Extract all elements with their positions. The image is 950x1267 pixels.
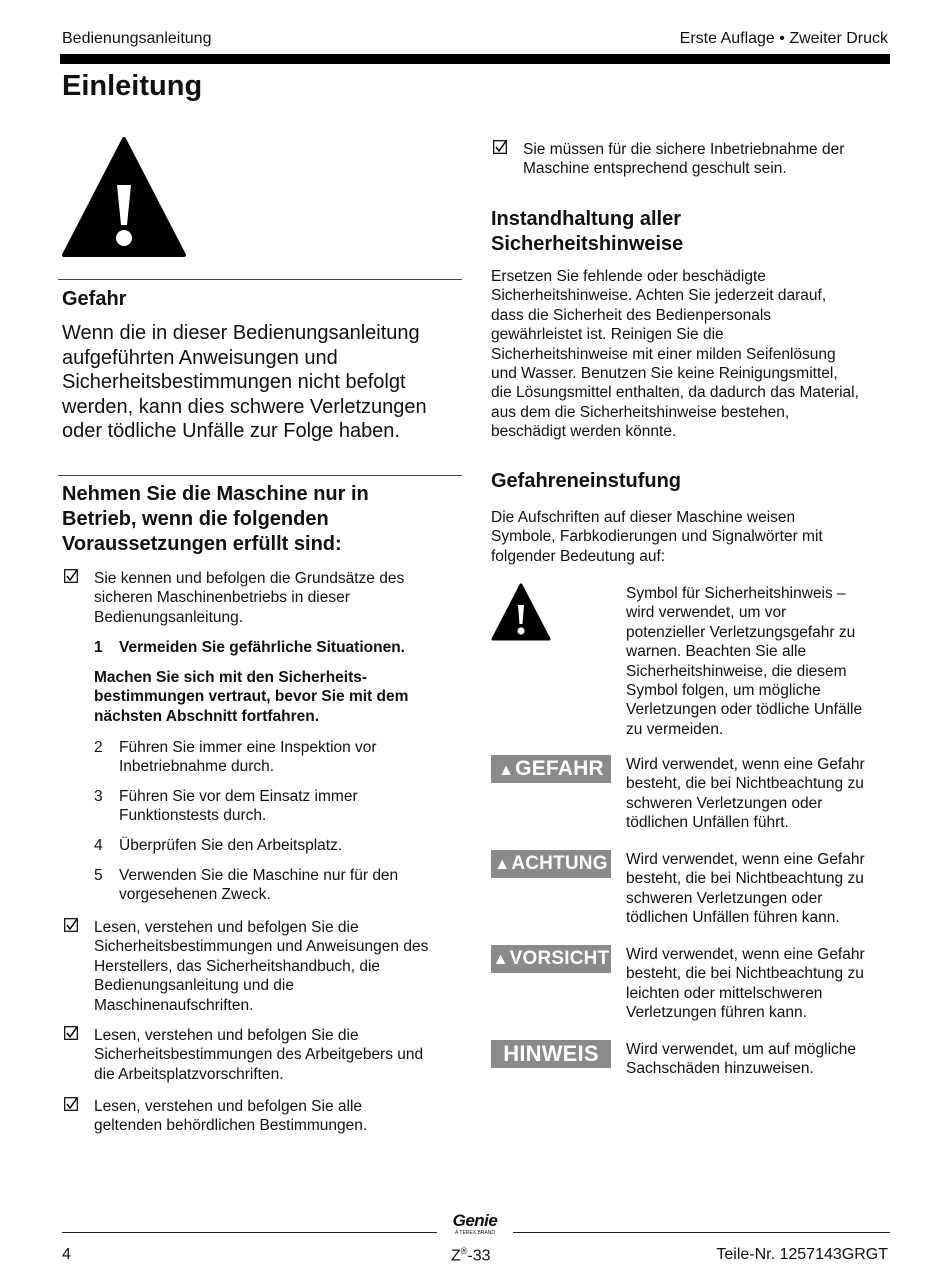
operate-heading — [62, 482, 369, 557]
genie-logo — [441, 1212, 509, 1236]
model-name — [451, 1246, 491, 1265]
text-line: Verletzungen führen kann. — [626, 1004, 807, 1022]
signal-word-vorsicht — [491, 945, 611, 973]
header-left: Bedienungsanleitung — [62, 30, 212, 47]
text-line: Lesen, verstehen und befolgen Sie die — [94, 919, 359, 936]
text-line: Herstellers, das Sicherheitshandbuch, die — [94, 957, 381, 975]
text-line: Die Aufschriften auf dieser Maschine weisen — [491, 509, 796, 526]
text-line: nächsten Abschnitt fortfahren. — [94, 707, 320, 725]
text-line: Überprüfen Sie den Arbeitsplatz. — [119, 837, 343, 854]
text-line: leichten oder mittelschweren — [626, 984, 823, 1002]
text-line: Sachschäden hinzuweisen. — [626, 1060, 814, 1078]
step-number: 5 — [94, 867, 103, 884]
text-line: vorgesehenen Zweck. — [119, 886, 271, 904]
signal-description-hinweis — [626, 1040, 896, 1079]
danger-text-line: Wenn die in dieser Bedienungsanleitung — [62, 322, 420, 344]
text-line: Wird verwendet, wenn eine Gefahr — [626, 946, 865, 963]
text-line: besteht, die bei Nichtbeachtung zu — [626, 965, 864, 983]
text-line: Ersetzen Sie fehlende oder beschädigte — [491, 268, 766, 285]
text-line: Maschinenaufschriften. — [94, 996, 254, 1014]
text-line: sicheren Maschinenbetriebs in dieser — [94, 589, 350, 607]
text-line: Lesen, verstehen und befolgen Sie alle — [94, 1098, 363, 1115]
logo-subtitle: A TEREX BRAND — [455, 1230, 495, 1236]
text-line: Sicherheitshinweise. Achten Sie jederzeit darauf, — [491, 287, 827, 305]
heading-line: Sicherheitshinweise — [491, 233, 684, 255]
operate-heading-line: Betrieb, wenn die folgenden — [62, 508, 329, 530]
text-line: Bedienungsanleitung und die — [94, 977, 294, 995]
checkbox-checked-icon — [493, 140, 507, 154]
warning-triangle-icon: ▲ — [492, 951, 509, 968]
text-line: besteht, die bei Nichtbeachtung zu — [626, 775, 864, 793]
step-number: 2 — [94, 739, 103, 756]
text-line: dass die Sicherheit des Bedienpersonals — [491, 306, 772, 324]
text-line: Führen Sie vor dem Einsatz immer — [119, 788, 358, 805]
signal-word-label: GEFAHR — [515, 757, 604, 780]
registered-mark: ® — [460, 1246, 468, 1256]
model-number: -33 — [467, 1247, 491, 1265]
signal-description-achtung — [626, 850, 896, 928]
text-line: die Lösungsmittel enthalten, da dadurch das Material, — [491, 384, 859, 402]
text-line: Symbol folgen, um mögliche — [626, 682, 821, 700]
check-item-3 — [94, 1026, 423, 1084]
text-line: Wird verwendet, wenn eine Gefahr — [626, 851, 865, 868]
text-line: Inbetriebnahme durch. — [119, 758, 275, 776]
check-training — [523, 140, 844, 179]
warning-triangle-icon: ▲ — [494, 856, 511, 873]
text-line: und Wasser. Benutzen Sie keine Reinigungsmittel, — [491, 365, 838, 383]
text-line: Verwenden Sie die Maschine nur für den — [119, 867, 399, 884]
text-line: Führen Sie immer eine Inspektion vor — [119, 739, 377, 756]
step-number: 4 — [94, 837, 103, 854]
danger-text-line: oder tödliche Unfälle zur Folge haben. — [62, 420, 400, 442]
signal-word-label: VORSICHT — [509, 948, 610, 969]
step-text: Vermeiden Sie gefährliche Situationen. — [119, 639, 405, 656]
text-line: wird verwendet, um vor — [626, 604, 787, 622]
header-bar — [60, 54, 890, 64]
text-line: Maschine entsprechend geschult sein. — [523, 160, 787, 178]
signal-description-gefahr — [626, 755, 896, 833]
text-line: zu vermeiden. — [626, 720, 724, 738]
part-number: Teile-Nr. 1257143GRGT — [716, 1246, 888, 1263]
maintenance-heading — [491, 207, 683, 257]
step-number: 1 — [94, 639, 103, 656]
signal-word-label: HINWEIS — [503, 1041, 599, 1066]
symbol-description — [626, 584, 896, 739]
divider — [58, 475, 462, 476]
text-line: Symbol für Sicherheitshinweis – — [626, 585, 846, 602]
text-line: geltenden behördlichen Bestimmungen. — [94, 1117, 368, 1135]
text-line: schweren Verletzungen oder — [626, 794, 823, 812]
text-line: tödlichen Unfällen führen kann. — [626, 909, 840, 927]
text-line: beschädigt werden könnte. — [491, 423, 677, 441]
text-line: Sicherheitsbestimmungen des Arbeitgebers und — [94, 1046, 424, 1064]
signal-word-hinweis — [491, 1040, 611, 1068]
signal-word-achtung — [491, 850, 611, 878]
text-line: folgender Bedeutung auf: — [491, 547, 666, 565]
text-line: Verletzungen oder tödliche Unfälle — [626, 701, 863, 719]
text-line: besteht, die bei Nichtbeachtung zu — [626, 870, 864, 888]
footer-rule-right — [513, 1232, 890, 1233]
step-number: 3 — [94, 788, 103, 805]
step-text — [119, 866, 398, 905]
text-line: Funktionstests durch. — [119, 807, 267, 825]
classification-heading: Gefahreneinstufung — [491, 470, 682, 492]
text-line: warnen. Beachten Sie alle — [626, 643, 807, 661]
danger-text-line: werden, kann dies schwere Verletzungen — [62, 395, 427, 418]
maintenance-text — [491, 267, 859, 442]
text-line: Sicherheitshinweise, die diesem — [626, 662, 847, 680]
checkbox-checked-icon — [64, 1097, 78, 1111]
check-item-2 — [94, 918, 428, 1015]
text-line: schweren Verletzungen oder — [626, 889, 823, 907]
text-line: Machen Sie sich mit den Sicherheits- — [94, 669, 368, 686]
step-text — [119, 836, 342, 855]
text-line: Symbole, Farbkodierungen und Signalwörter mit — [491, 528, 823, 546]
operate-heading-line: Nehmen Sie die Maschine nur in — [62, 483, 369, 505]
danger-text — [62, 321, 427, 444]
text-line: bestimmungen vertraut, bevor Sie mit dem — [94, 688, 409, 706]
warning-triangle-icon — [62, 137, 186, 259]
bold-note — [94, 668, 408, 726]
signal-description-vorsicht — [626, 945, 896, 1023]
step-text — [119, 738, 377, 777]
page-number: 4 — [62, 1246, 71, 1263]
text-line: die Arbeitsplatzvorschriften. — [94, 1065, 284, 1083]
text-line: Sie kennen und befolgen die Grundsätze des — [94, 570, 405, 587]
text-line: Wird verwendet, wenn eine Gefahr — [626, 756, 865, 773]
checkbox-checked-icon — [64, 918, 78, 932]
operate-heading-line: Voraussetzungen erfüllt sind: — [62, 533, 342, 555]
page-title: Einleitung — [62, 70, 203, 102]
step-text — [119, 787, 358, 826]
check-item-4 — [94, 1097, 367, 1136]
logo-wordmark: Genie — [452, 1211, 498, 1230]
text-line: Sicherheitshinweise mit einer milden Seifenlösung — [491, 345, 836, 363]
model-letter: Z — [451, 1247, 461, 1265]
footer-rule-left — [62, 1232, 437, 1233]
danger-text-line: Sicherheitsbestimmungen nicht befolgt — [62, 371, 406, 393]
checkbox-checked-icon — [64, 569, 78, 583]
signal-word-label: ACHTUNG — [511, 853, 608, 874]
danger-heading: Gefahr — [62, 288, 127, 310]
warning-triangle-icon: ▲ — [498, 762, 515, 779]
classification-text — [491, 508, 823, 566]
text-line: tödlichen Unfällen führt. — [626, 814, 789, 832]
text-line: aus dem die Sicherheitshinweise bestehen, — [491, 403, 790, 421]
signal-word-gefahr — [491, 755, 611, 783]
danger-text-line: aufgeführten Anweisungen und — [62, 346, 338, 369]
text-line: gewährleistet ist. Reinigen Sie die — [491, 326, 724, 344]
text-line: Lesen, verstehen und befolgen Sie die — [94, 1027, 359, 1044]
divider — [58, 279, 462, 280]
text-line: potenzieller Verletzungsgefahr zu — [626, 623, 856, 641]
header-right: Erste Auflage • Zweiter Druck — [679, 30, 888, 47]
text-line: Bedienungsanleitung. — [94, 608, 244, 626]
safety-alert-symbol-icon — [491, 583, 551, 641]
text-line: Sicherheitsbestimmungen und Anweisungen des — [94, 938, 429, 956]
check-item-1 — [94, 569, 404, 627]
text-line: Wird verwendet, um auf mögliche — [626, 1041, 857, 1058]
checkbox-checked-icon — [64, 1026, 78, 1040]
text-line: Sie müssen für die sichere Inbetriebnahme der — [523, 141, 845, 158]
heading-line: Instandhaltung aller — [491, 208, 682, 230]
